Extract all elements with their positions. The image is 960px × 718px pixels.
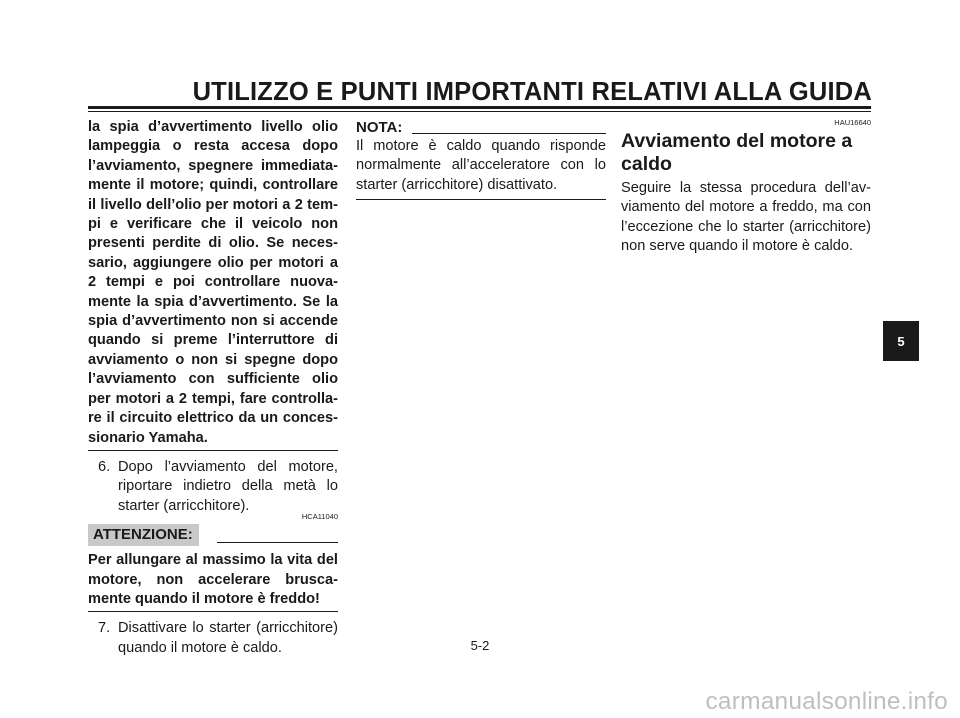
caution-header-rule (217, 542, 338, 543)
caution-code: HCA11040 (301, 512, 338, 522)
note-text: Il motore è caldo quando risponde normalmente all’acceleratore con lo starter (arricchitore) disattivato. (356, 138, 606, 193)
note-label: NOTA: (356, 119, 403, 136)
caution-end-rule (88, 611, 338, 612)
caution-text: Per allungare al massimo la vita del motore, non accelerare brusca-mente quando il motore è freddo! (88, 552, 338, 607)
step-6-number: 6. (98, 458, 111, 475)
note-header (356, 118, 606, 137)
caution-badge: ATTENZIONE: (88, 524, 199, 546)
step-6 (88, 458, 338, 516)
caution-header (88, 524, 338, 546)
section-title: Avviamento del motore a caldo (621, 130, 853, 175)
column-left (88, 118, 338, 658)
warning-end-rule (88, 450, 338, 451)
watermark: carmanualsonline.info (705, 688, 948, 715)
note-header-rule (412, 133, 606, 134)
section-code: HAU16640 (834, 118, 871, 127)
section-text: Seguire la stessa procedura dell’av-viamento del motore a freddo, ma con l’eccezione che lo starter (arricchitore) non serve quando il motore è caldo. (621, 180, 871, 255)
column-middle (356, 118, 606, 200)
chapter-tab: 5 (883, 321, 919, 361)
note-end-rule (356, 199, 606, 200)
page-title: UTILIZZO E PUNTI IMPORTANTI RELATIVI ALLA GUIDA (192, 78, 872, 106)
column-right (621, 118, 871, 257)
step-7-text: Disattivare lo starter (arricchitore) quando il motore è caldo. (118, 620, 338, 656)
header-rule-thin (88, 111, 871, 112)
page-number: 5-2 (470, 638, 490, 653)
header-rule (88, 106, 871, 109)
step-6-text: Dopo l’avviamento del motore, riportare indietro della metà lo starter (arricchitore). (118, 458, 338, 514)
step-7-number: 7. (98, 620, 111, 637)
warning-continuation: la spia d’avvertimento livello olio lampeggia o resta accesa dopo l’avviamento, spegnere immediata-mente il motore; quindi, controllare il livello dell’olio per motori a 2 tem-pi e verificare che il veicolo non presenti perdite di olio. Se neces-sario, aggiungere olio per motori a 2 tempi e poi controllare nuova-mente la spia d’avvertimento. Se la spia d’avvertimento non si accende quando si preme l’interruttore di avviamento o non si spegne dopo l’avviamento con sufficiente olio per motori a 2 tempi, fare controlla-re il circuito elettrico da un conces-sionario Yamaha. (88, 119, 338, 446)
